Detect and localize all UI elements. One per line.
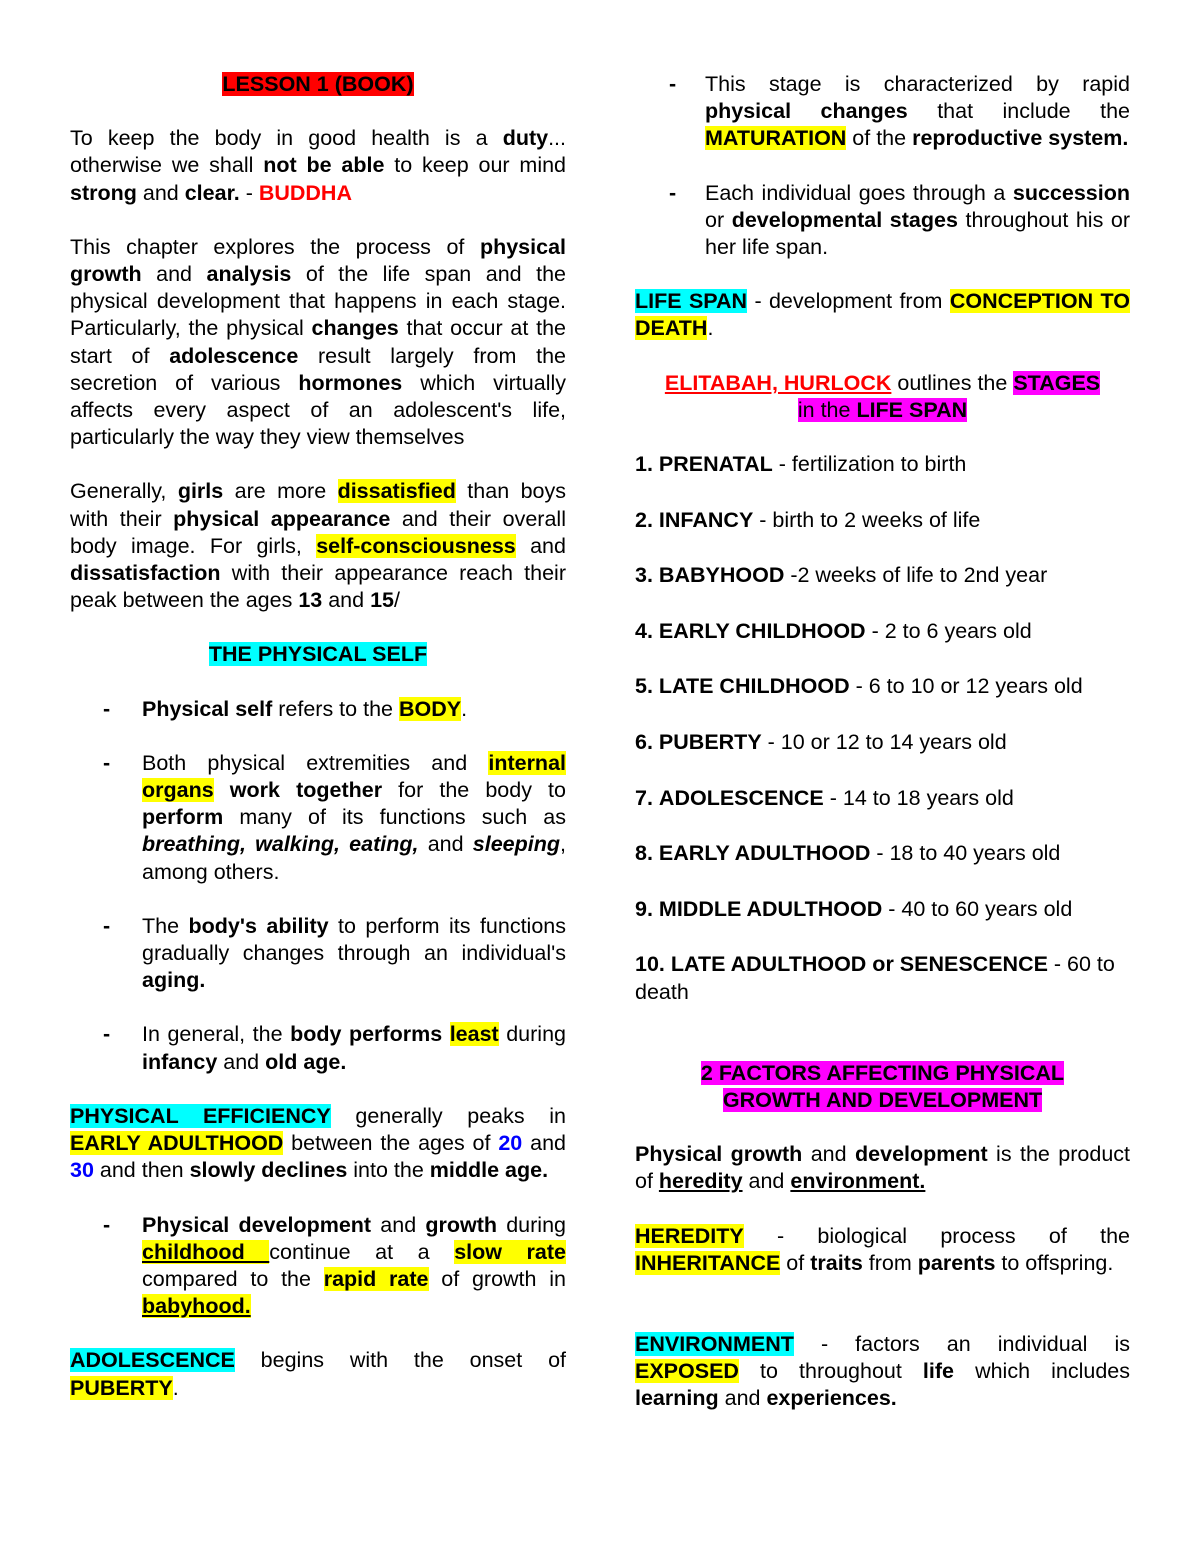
physical-self-heading: THE PHYSICAL SELF <box>208 642 428 667</box>
bullet-dash: - <box>103 750 111 775</box>
quote-author: BUDDHA <box>258 180 352 205</box>
girls-paragraph: Generally, girls are more dissatisfied than boys with their physical appearance and their overall body image. For girls, self-consciousness and dissatisfaction with their appearance reach their peak between the ages 13 and 15/ <box>70 479 566 613</box>
list-item: - The body's ability to perform its functions gradually changes through an individual's aging. <box>103 913 567 993</box>
bullet-dash: - <box>669 180 677 205</box>
stage-item: 5. LATE CHILDHOOD - 6 to 10 or 12 years old <box>635 674 1083 699</box>
efficiency-paragraph: PHYSICAL EFFICIENCY generally peaks in EARLY ADULTHOOD between the ages of 20 and 30 and then slowly declines into the middle age. <box>70 1103 566 1183</box>
product-paragraph: Physical growth and development is the product of heredity and environment. <box>635 1142 1130 1194</box>
life-span-definition: LIFE SPAN - development from CONCEPTION TO DEATH. <box>635 289 1130 341</box>
stage-item: 3. BABYHOOD -2 weeks of life to 2nd year <box>635 563 1048 588</box>
bullet-dash: - <box>103 1212 111 1237</box>
right-column <box>635 71 1130 1413</box>
bullet-dash: - <box>103 696 111 721</box>
list-item: - Physical self refers to the BODY. <box>70 696 566 723</box>
adolescence-paragraph: ADOLESCENCE begins with the onset of PUBERTY. <box>70 1348 566 1400</box>
stage-item: 2. INFANCY - birth to 2 weeks of life <box>635 507 981 532</box>
heredity-definition: HEREDITY - biological process of the INHERITANCE of traits from parents to offspring. <box>635 1223 1130 1275</box>
left-column <box>70 71 566 1402</box>
stage-item: 7. ADOLESCENCE - 14 to 18 years old <box>635 785 1014 810</box>
stage-item: 9. MIDDLE ADULTHOOD - 40 to 60 years old <box>635 896 1073 921</box>
bullet-dash: - <box>103 1022 111 1047</box>
list-item: - Both physical extremities and internal organs work together for the body to perform many of its functions such as breathing, walking, eating, and sleeping, among others. <box>103 750 566 884</box>
hurlock-heading: ELITABAH, HURLOCK outlines the STAGES in the LIFE SPAN <box>664 370 1101 422</box>
intro-paragraph: This chapter explores the process of physical growth and analysis of the life span and the physical development that happens in each stage. Particularly, the physical changes that occur at the start of adolescence result largely from the secretion of various hormones which virtually affects every aspect of an adolescent's life, particularly the way they view themselves <box>70 234 567 450</box>
buddha-quote: To keep the body in good health is a duty... otherwise we shall not be able to keep our mind strong and clear. - BUDDHA <box>70 126 567 205</box>
physical-self-list <box>70 696 566 1076</box>
list-item: - Each individual goes through a succession or developmental stages throughout his or her life span. <box>669 180 1131 260</box>
bullet-dash: - <box>103 913 111 938</box>
stage-item: 10. LATE ADULTHOOD or SENESCENCE - 60 to death <box>635 952 1115 1004</box>
lesson-title: LESSON 1 (BOOK) <box>222 72 414 96</box>
life-span-stages <box>635 451 1130 1006</box>
list-item: - Physical development and growth during childhood continue at a slow rate compared to the rapid rate of growth in babyhood. <box>103 1212 566 1319</box>
stage-item: 1. PRENATAL - fertilization to birth <box>635 452 967 477</box>
stage-item: 4. EARLY CHILDHOOD - 2 to 6 years old <box>635 618 1032 643</box>
environment-definition: ENVIRONMENT - factors an individual is EXPOSED to throughout life which includes learning and experiences. <box>635 1332 1130 1411</box>
factors-heading: 2 FACTORS AFFECTING PHYSICAL GROWTH AND DEVELOPMENT <box>700 1060 1065 1112</box>
stage-item: 8. EARLY ADULTHOOD - 18 to 40 years old <box>635 841 1061 866</box>
development-list <box>70 1212 566 1321</box>
stage-item: 6. PUBERTY - 10 or 12 to 14 years old <box>635 730 1007 754</box>
list-item: - In general, the body performs least during infancy and old age. <box>103 1022 566 1074</box>
puberty-list <box>635 71 1130 261</box>
list-item: - This stage is characterized by rapid physical changes that include the MATURATION of the reproductive system. <box>669 72 1130 151</box>
bullet-dash: - <box>669 72 677 96</box>
